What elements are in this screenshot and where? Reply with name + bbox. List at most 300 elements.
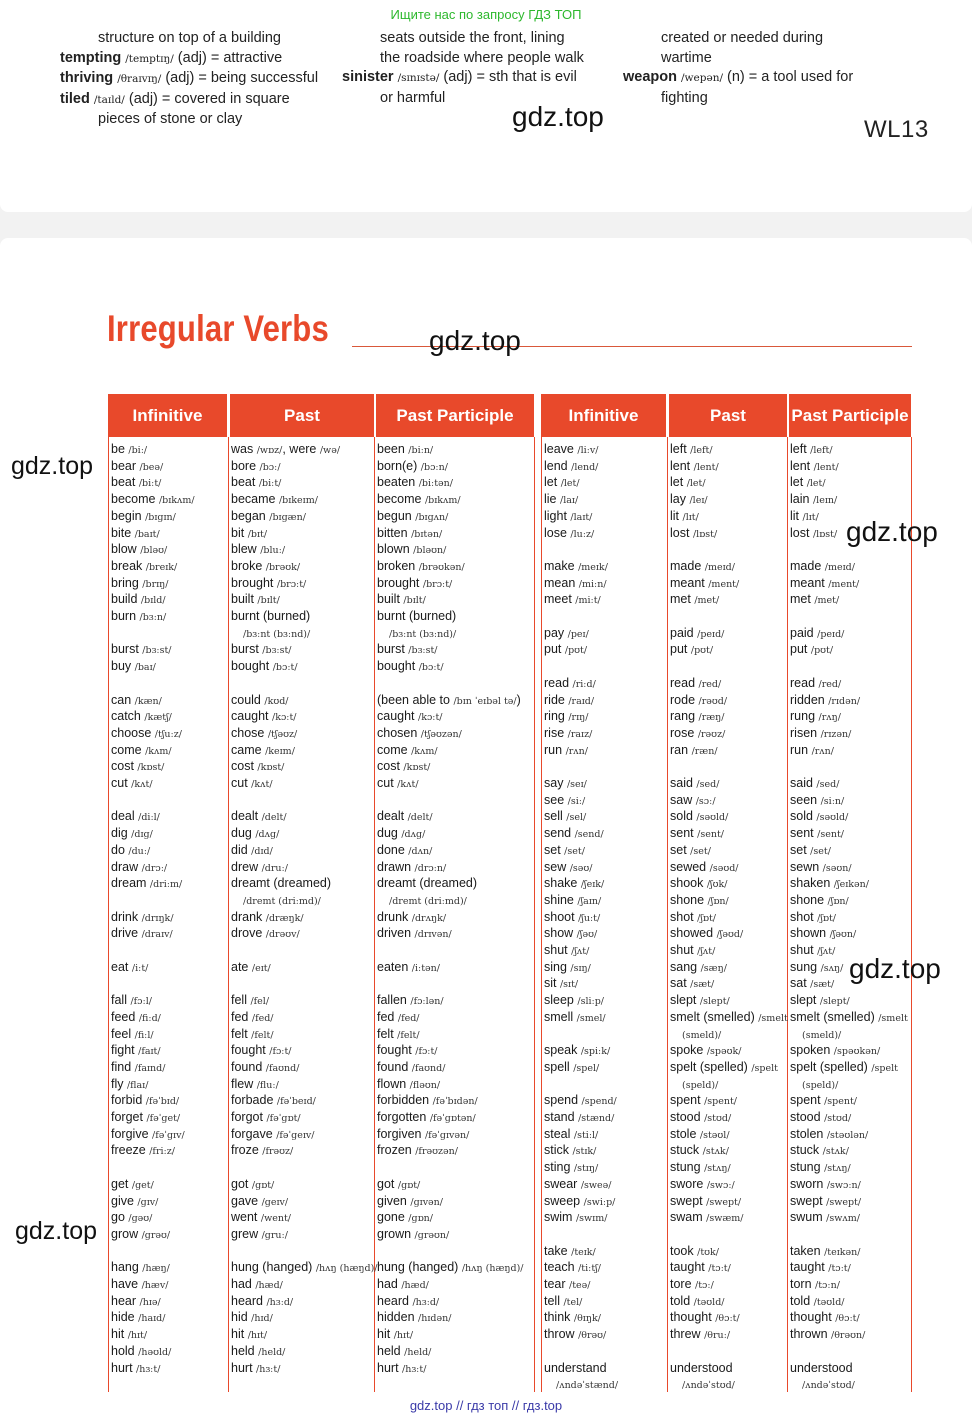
verb-word: burnt (burned): [377, 609, 457, 623]
verb-form: [670, 775, 719, 793]
verb-form: [377, 725, 462, 743]
verb-form: [790, 474, 826, 492]
verb-word: tore: [670, 1277, 692, 1291]
verb-phonetic: /biːtən/: [418, 478, 453, 490]
verb-word: see: [544, 792, 565, 807]
verb-form: [670, 892, 729, 910]
verb-phonetic: /ʌndəˈstʊd/: [682, 1380, 735, 1392]
verb-form: [377, 658, 444, 676]
verb-word: burst: [111, 642, 139, 657]
verb-phonetic: /fiːl/: [134, 1029, 154, 1041]
verb-phonetic: /hɜːd/: [412, 1296, 440, 1308]
verb-phonetic: /driːm/: [149, 879, 183, 891]
verb-form: [377, 1259, 524, 1277]
verb-form: [231, 1326, 267, 1344]
verb-form: [544, 441, 598, 459]
verb-word: blown: [377, 542, 410, 557]
verb-phonetic: /hæŋ/: [142, 1263, 170, 1275]
glossary-line: created or needed during: [661, 30, 824, 46]
verb-phonetic: /bɪld/: [140, 595, 166, 607]
verb-form: [790, 808, 848, 826]
verb-phonetic: /ʃəʊn/: [829, 929, 857, 941]
verb-word: did: [231, 842, 248, 857]
verb-phonetic: /hɜːt/: [136, 1363, 161, 1375]
verb-form: [790, 992, 850, 1010]
verb-phonetic: /ʃʌt/: [571, 946, 590, 957]
verb-form: [111, 558, 177, 576]
watermark: gdz.top: [512, 101, 604, 132]
verb-word: read: [670, 675, 696, 690]
verb-form: [111, 591, 166, 609]
verb-word: hit: [111, 1327, 125, 1342]
verb-word: forgotten: [377, 1110, 427, 1124]
verb-phonetic: /stʌŋ/: [704, 1163, 731, 1175]
verb-word: born(e): [377, 458, 418, 473]
verb-phonetic: /tʃuːz/: [154, 728, 182, 740]
verb-phonetic: /stɪŋ/: [573, 1163, 599, 1175]
verb-word: caught: [377, 709, 415, 724]
verb-word: shaken: [790, 876, 831, 891]
verb-form: [231, 1293, 293, 1311]
verb-phonetic: /ʃəʊd/: [716, 929, 744, 941]
verb-form: [790, 925, 856, 943]
verb-phonetic: /brɔːt/: [422, 578, 453, 590]
verb-phonetic: /spel/: [573, 1062, 600, 1074]
verb-phonetic: /slept/: [699, 996, 730, 1008]
verb-word: bear: [111, 458, 137, 473]
verb-phonetic: /bluː/: [260, 545, 286, 557]
verb-word: got: [231, 1176, 249, 1191]
verb-phonetic: /lɪt/: [802, 511, 819, 523]
glossary-line: structure on top of a building: [98, 30, 281, 46]
verb-phonetic: /bɔː/: [259, 461, 281, 473]
verb-phonetic: /drɔːn/: [414, 862, 447, 874]
verb-form: [111, 959, 148, 977]
verb-word: cut: [377, 776, 394, 790]
verb-phonetic: /beə/: [139, 461, 164, 473]
verb-word: burn: [111, 609, 137, 623]
verb-form: [544, 1059, 599, 1077]
verb-word: hung (hanged): [231, 1260, 313, 1275]
verb-phonetic: /dɪg/: [131, 829, 153, 841]
verb-form: [111, 1309, 165, 1327]
verb-word: taken: [790, 1243, 821, 1258]
verb-form: [682, 1026, 721, 1044]
verb-form: [231, 808, 287, 826]
verb-phonetic: /hæd/: [255, 1280, 283, 1291]
verb-form: [111, 692, 162, 710]
verb-word: fell: [231, 993, 247, 1008]
verb-form: [670, 1360, 733, 1376]
glossary-column-3: [623, 29, 853, 108]
verb-form: [377, 491, 461, 509]
verb-form: [231, 1059, 299, 1077]
verb-phonetic: /kʌt/: [251, 779, 273, 790]
verb-phonetic: /meɪd/: [704, 561, 735, 573]
verb-form: [377, 708, 443, 726]
verb-phonetic: /bləʊ/: [140, 545, 168, 557]
verb-word: drove: [231, 926, 263, 941]
verb-form: [377, 525, 442, 543]
verb-word: stand: [544, 1110, 575, 1124]
verb-phonetic: /teɪkən/: [824, 1246, 861, 1258]
verb-form: [377, 742, 438, 760]
verb-form: [670, 1209, 744, 1227]
verb-word: draw: [111, 859, 139, 874]
verb-form: [377, 859, 446, 877]
verb-form: [231, 558, 300, 576]
verb-word: stung: [670, 1160, 701, 1175]
verb-word: dealt: [231, 809, 259, 824]
verb-phonetic: /hʌŋ (hæŋd)/: [461, 1263, 524, 1275]
verb-phonetic: /fɔːt/: [415, 1046, 438, 1058]
verb-phonetic: /haɪd/: [138, 1313, 166, 1325]
verb-form: was /wɒz/, were /wə/: [231, 442, 341, 456]
verb-form: [790, 875, 869, 893]
verb-form: [377, 925, 452, 943]
verb-phonetic: /lent/: [693, 461, 719, 473]
verb-word: hang: [111, 1260, 139, 1275]
verb-phonetic: /laɪt/: [570, 511, 593, 523]
verb-word: became: [231, 492, 276, 507]
verb-word: flown: [377, 1076, 407, 1091]
verb-phonetic: /bləʊn/: [413, 545, 447, 557]
verb-phonetic: /faʊnd/: [265, 1062, 300, 1074]
verb-word: dig: [111, 826, 128, 841]
verb-form: [544, 892, 601, 910]
verb-word: sewed: [670, 859, 707, 874]
verb-phonetic: /sæt/: [810, 979, 835, 991]
verb-phonetic: /pʊt/: [564, 645, 588, 657]
verb-word: showed: [670, 926, 714, 941]
verb-phonetic: /kæn/: [134, 695, 162, 707]
glossary-phonetic: /sɪnɪstə/: [397, 72, 440, 84]
verb-word: lain: [790, 492, 810, 507]
verb-phonetic: /səʊd/: [709, 862, 739, 874]
verb-form: [377, 458, 448, 476]
verb-word: say: [544, 776, 564, 790]
verb-form: [682, 1076, 718, 1094]
verb-phonetic: /left/: [810, 445, 833, 456]
verb-phonetic: /bɪkʌm/: [424, 495, 461, 507]
verb-word: run: [544, 742, 563, 757]
glossary-line: tempting /temptɪŋ/ (adj) = attractive: [60, 49, 283, 66]
verb-word: seen: [790, 792, 818, 807]
verb-phonetic: /stænd/: [578, 1113, 615, 1124]
verb-phonetic: /bɪkʌm/: [158, 495, 195, 507]
verb-form: [670, 792, 716, 810]
verb-form: [377, 1009, 420, 1027]
verb-word: put: [670, 642, 688, 657]
verb-form: [790, 692, 860, 710]
verb-word: teach: [544, 1260, 575, 1275]
verb-phonetic: /spend/: [581, 1096, 617, 1108]
verb-form: [231, 1309, 273, 1327]
verb-form: [231, 775, 273, 793]
verb-word: meant: [670, 575, 705, 590]
verb-form: [790, 1176, 861, 1194]
verb-word: shot: [670, 909, 694, 924]
verb-form: [111, 925, 173, 943]
verb-form: [544, 1159, 598, 1177]
verb-form: [231, 1042, 292, 1060]
verb-form: [790, 1193, 861, 1211]
verb-word: thought: [670, 1310, 712, 1325]
verb-phonetic: /breɪk/: [145, 561, 178, 573]
verb-word: feed: [111, 1009, 136, 1024]
verb-form: [790, 1209, 860, 1227]
verb-word: burst: [231, 642, 259, 657]
verb-word: bit: [231, 525, 245, 540]
verb-form: [111, 1109, 180, 1127]
verb-word: blew: [231, 542, 257, 557]
verb-form: [544, 591, 601, 609]
verb-form: [377, 508, 448, 526]
verb-word: mean: [544, 575, 576, 590]
verb-phonetic: /eɪt/: [251, 962, 271, 974]
verb-phonetic: /stəʊl/: [699, 1129, 730, 1141]
verb-form: [111, 758, 164, 776]
verb-phonetic: /ræŋ/: [698, 712, 725, 724]
verb-word: fly: [111, 1076, 124, 1091]
verb-phonetic: /kɒst/: [257, 762, 285, 774]
verb-word: speak: [544, 1043, 578, 1058]
verb-word: went: [231, 1210, 258, 1225]
verb-word: broke: [231, 558, 263, 573]
page-title: Irregular Verbs: [107, 308, 329, 349]
verb-word: felt: [377, 1026, 394, 1041]
verb-word: swore: [670, 1176, 704, 1191]
verb-phonetic: /fəˈgeɪv/: [276, 1129, 315, 1141]
verb-phonetic: /spəʊkən/: [833, 1046, 881, 1058]
verb-word: given: [377, 1193, 407, 1208]
verb-phonetic: /bɪgɪn/: [145, 511, 176, 523]
verb-phonetic: /sliːp/: [577, 996, 605, 1008]
verb-form: [670, 909, 716, 927]
verb-phonetic: /səʊn/: [822, 862, 852, 874]
verb-word: dug: [231, 826, 252, 841]
watermark: gdz.top: [429, 325, 521, 356]
verb-phonetic: /hɪt/: [393, 1330, 414, 1342]
verb-phonetic: /spiːk/: [580, 1046, 611, 1058]
verb-form: [111, 708, 172, 726]
verb-phonetic: /lend/: [571, 461, 599, 473]
verb-phonetic: /swæm/: [706, 1213, 744, 1225]
verb-form: [790, 1092, 857, 1110]
verb-word: grown: [377, 1226, 412, 1241]
verb-word: light: [544, 508, 567, 523]
verb-form: [544, 1360, 607, 1376]
verb-form: [111, 441, 147, 459]
verb-word: forgot: [231, 1110, 263, 1124]
verb-form: [377, 1293, 439, 1311]
verb-word: gave: [231, 1193, 259, 1208]
verb-phonetic: /bɪlt/: [403, 595, 426, 607]
verb-form: [670, 975, 714, 993]
verb-phonetic: /lɒst/: [692, 528, 718, 540]
verb-phonetic: /get/: [131, 1179, 154, 1191]
verb-phonetic: /hæv/: [141, 1280, 169, 1291]
verb-word: fought: [231, 1043, 266, 1058]
verb-phonetic: /smelt: [878, 1012, 908, 1024]
verb-word: begun: [377, 508, 412, 523]
verb-form: [790, 959, 843, 977]
verb-form: [670, 508, 699, 526]
verb-word: (been able to: [377, 692, 450, 707]
verb-form: [111, 1126, 185, 1144]
verb-word: begin: [111, 508, 142, 523]
verb-word: thrown: [790, 1327, 828, 1342]
verb-form: [790, 975, 834, 993]
verb-phonetic: /hɜːt/: [256, 1363, 281, 1375]
verb-phonetic: /kʌt/: [397, 779, 419, 790]
verb-word: take: [544, 1243, 568, 1258]
verb-word: hung (hanged): [377, 1260, 459, 1275]
verb-form: [544, 1042, 610, 1060]
verb-phonetic: /flaɪ/: [126, 1079, 149, 1091]
verb-word: stung: [790, 1160, 821, 1175]
verb-form: [231, 641, 292, 659]
verb-word: drawn: [377, 859, 412, 874]
verb-word: fall: [111, 993, 127, 1008]
verb-phonetic: /gəʊ/: [128, 1213, 153, 1225]
verb-phonetic: /bɜːst/: [142, 645, 172, 657]
verb-phonetic: /sed/: [696, 779, 720, 790]
verb-form: [670, 1109, 731, 1127]
verb-form: [111, 1360, 160, 1378]
search-banner[interactable]: Ищите нас по запросу ГДЗ ТОП: [390, 7, 582, 22]
verb-word: send: [544, 826, 572, 841]
verb-phonetic: /fəˈgɒt/: [266, 1113, 301, 1124]
verb-form: [389, 625, 456, 643]
verb-form: [111, 842, 150, 860]
verb-phonetic: /rʌn/: [811, 745, 834, 757]
verb-word: choose: [111, 725, 152, 740]
verb-phonetic: /kʌm/: [145, 745, 172, 757]
verb-phonetic: /biːt/: [258, 478, 282, 490]
verb-form: [231, 1142, 293, 1160]
verb-word: grew: [231, 1226, 259, 1241]
glossary-word: weapon: [623, 69, 677, 85]
verb-form: [556, 1376, 618, 1394]
verb-word: beaten: [377, 475, 416, 490]
verb-word: sold: [790, 809, 813, 824]
verb-phonetic: /liːv/: [577, 445, 599, 456]
verb-form: [111, 742, 172, 760]
verb-phonetic: /grəʊn/: [414, 1229, 450, 1241]
verb-phonetic: /səʊ/: [569, 862, 593, 874]
verb-phonetic: /peɪd/: [697, 628, 725, 640]
verb-phonetic: /hɪt/: [247, 1330, 268, 1342]
verb-phonetic: /stʊd/: [704, 1113, 732, 1124]
verb-form: [377, 758, 430, 776]
verb-phonetic: /siː/: [567, 795, 586, 807]
verb-form: [377, 1360, 426, 1378]
verb-word: took: [670, 1243, 694, 1258]
verb-form: [790, 859, 852, 877]
verb-form: [790, 641, 833, 659]
verb-word: shine: [544, 892, 574, 907]
verb-phonetic: /felt/: [397, 1029, 420, 1041]
verb-phonetic: /wə/: [319, 445, 341, 456]
verb-form: [231, 1009, 274, 1027]
verb-word: lend: [544, 458, 568, 473]
verb-form: [231, 725, 297, 743]
verb-word: hit: [231, 1327, 245, 1342]
verb-word: stolen: [790, 1126, 824, 1141]
verb-word: bite: [111, 525, 132, 540]
verb-form: [377, 1226, 449, 1244]
verb-form: [790, 775, 839, 793]
verb-phonetic: /laɪ/: [560, 495, 579, 507]
verb-phonetic: /faʊnd/: [411, 1062, 446, 1074]
verb-word: run: [790, 742, 809, 757]
verb-phonetic: /spent/: [824, 1096, 857, 1108]
verb-phonetic: /bɪlt/: [257, 595, 280, 607]
verb-phonetic: /iːtən/: [411, 962, 440, 974]
participle-column-right: [788, 437, 912, 1392]
verb-phonetic: /drɔː/: [141, 862, 168, 874]
verb-form: [111, 491, 195, 509]
verb-form: [790, 591, 839, 609]
verb-form: [377, 641, 438, 659]
verb-phonetic: /set/: [690, 845, 711, 857]
verb-phonetic: /left/: [690, 445, 713, 456]
verb-word: dealt: [377, 809, 405, 824]
verb-phonetic: /duː/: [128, 845, 151, 857]
verb-phonetic: /teɪk/: [571, 1246, 596, 1258]
verb-word: made: [790, 558, 822, 573]
verb-phonetic: /brɔːt/: [276, 578, 307, 590]
verb-phonetic: /dremt (driːmd)/: [389, 895, 467, 907]
verb-phonetic: /ʃɒn/: [707, 895, 729, 907]
verb-form: [790, 1109, 851, 1127]
verb-phonetic: /wɒz/: [256, 445, 283, 456]
glossary-line: weapon /wepən/ (n) = a tool used for: [623, 69, 854, 85]
verb-word: slept: [670, 993, 697, 1008]
verb-form: [802, 1076, 838, 1094]
verb-phonetic: /kætʃ/: [144, 712, 172, 724]
verb-form: [670, 1142, 729, 1160]
verb-phonetic: /sæŋ/: [700, 962, 727, 974]
verb-word: stuck: [790, 1143, 820, 1158]
verb-word: swept: [670, 1193, 703, 1208]
verb-form: [231, 458, 281, 476]
infinitive-column-right: [541, 437, 668, 1392]
verb-word: stood: [670, 1110, 701, 1124]
column-header-infinitive: Infinitive: [108, 394, 227, 437]
verb-word: forbid: [111, 1093, 143, 1108]
verb-form: [243, 892, 321, 910]
verb-form: [544, 775, 587, 793]
verb-phonetic: /red/: [818, 678, 842, 690]
verb-word: cost: [231, 759, 254, 774]
verb-form: [544, 1276, 591, 1294]
verb-phonetic: /sæt/: [690, 979, 715, 991]
verb-phonetic: /rɪzən/: [820, 728, 852, 740]
verb-word: lent: [670, 458, 691, 473]
verb-phonetic: /dræŋk/: [265, 912, 304, 924]
verb-form: [231, 525, 267, 543]
verb-form: [111, 1092, 179, 1110]
verb-form: [544, 1243, 596, 1261]
verb-form: [544, 708, 588, 726]
footer-links[interactable]: gdz.top // гдз топ // гдз.top: [409, 1398, 563, 1413]
verb-form: [111, 1193, 158, 1211]
verb-word: hold: [111, 1343, 135, 1358]
verb-word: sung: [790, 959, 818, 974]
verb-word: dream: [111, 876, 147, 891]
